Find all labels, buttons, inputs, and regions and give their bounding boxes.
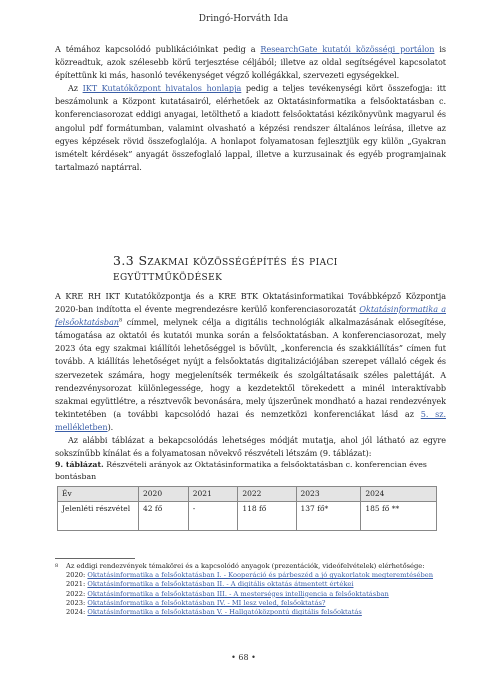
appendix-5-link[interactable]: 5. sz. mellékletben [55, 408, 446, 432]
paragraph-homepage: Az IKT Kutatóközpont hivatalos honlapja pedig a teljes tevékenységi kört összefogja: itt beszámolunk a Központ kutatásairól, elérhetőek az Oktatásinformatika a felsőoktatásban c. konferenciasorozat eddigi anyagai, letölthető a kiadott felsőoktatási kézikönyvünk magyarul és angolul pdf formátumban, valamint olvasható a képzési rendszer általános leírása, illetve az egyes képzések rövid összefoglalója. A honlapot folyamatosan fejlesztjük egy külön „Gyakran ismételt kérdések” anyagát összefoglaló lappal, illetve a kurzusainak és egyéb programjainak tartalmazó naptárral. [55, 83, 447, 172]
body-text-top [55, 43, 446, 174]
table-cell: - [188, 502, 238, 531]
body-text-section [55, 290, 446, 460]
table-cell: 185 fő ** [361, 502, 437, 531]
table-header-cell: Év [58, 487, 139, 502]
table-cell: 137 fő* [296, 502, 361, 531]
table-row [58, 502, 437, 531]
table-header-row [58, 487, 437, 502]
paragraph-table-intro: Az alábbi táblázat a bekapcsolódás lehetséges módját mutatja, ahol jól látható az egyre sokszínűbb kínálat és a folyamatosan növekvő részvételi létszám (9. táblázat): [55, 435, 446, 459]
footnote-intro: Az eddigi rendezvények témakörei és a kapcsolódó anyagok (prezentációk, videófelvételek) elérhetősége: [66, 562, 425, 570]
researchgate-link[interactable]: ResearchGate kutatói közösségi portálon [260, 44, 435, 54]
conference-2022-link[interactable]: Oktatásinformatika a felsőoktatásban III. - A mesterséges intelligencia a felsőoktatásban [87, 589, 389, 598]
footnote-item: 2022: Oktatásinformatika a felsőoktatásban III. - A mesterséges intelligencia a felsőoktatásban [66, 589, 389, 598]
conference-2021-link[interactable]: Oktatásinformatika a felsőoktatásban II. - A digitális oktatás átmentett értékei [87, 580, 354, 589]
conference-2024-link[interactable]: Oktatásinformatika a felsőoktatásban V. - Hallgatóközpontú digitális felsőoktatás [87, 608, 362, 617]
table-caption-label: 9. táblázat. [55, 460, 104, 469]
table-caption [55, 459, 446, 482]
paragraph-researchgate: A témához kapcsolódó publikációinkat pedig a ResearchGate kutatói közösségi portálon is közreadtuk, azok szélesebb körű terjesztése céljából; illetve az oldal segítségével kapcsolatot építettünk ki más, hasonló tevékenységet végző kollégákkal, szervezeti egységekkel. [55, 44, 446, 81]
footnote-item: 2024: Oktatásinformatika a felsőoktatásban V. - Hallgatóközpontú digitális felsőoktatás [66, 608, 362, 617]
footnote-body [66, 562, 446, 617]
footnote-item: 2021: Oktatásinformatika a felsőoktatásban II. - A digitális oktatás átmentett értékei [66, 580, 354, 589]
table-cell: 118 fő [238, 502, 296, 531]
footnote-block [55, 562, 446, 617]
footnote-item: 2023: Oktatásinformatika a felsőoktatásban IV. - MI lesz veled, felsőoktatás? [66, 598, 326, 607]
participation-table [57, 486, 437, 531]
footnote-divider [55, 558, 135, 559]
table-header-cell: 2024 [361, 487, 437, 502]
table-header-cell: 2023 [296, 487, 361, 502]
table-cell: 42 fő [139, 502, 189, 531]
table-caption-text: Részvételi arányok az Oktatásinformatika a felsőoktatásban c. konferencian éves bontásban [55, 460, 427, 481]
page-number: • 68 • [231, 653, 256, 662]
table-header-cell: 2021 [188, 487, 238, 502]
section-number: 3.3 [113, 253, 135, 268]
paragraph-conference: A KRE RH IKT Kutatóközpontja és a KRE BTK Oktatásinformatikai Továbbképző Központja 2020-ban indította el évente megrendezésre kerülő konferenciasorozatát Oktatásinformatika a felsőoktatásban$^8$ címmel, melynek célja a digitális technológiák alkalmazásának elősegítése, támogatása az oktatói és kutatói munka során a felsőoktatásban. A konferenciasorozat, mely 2023 óta egy szakmai kiállítói lehetőséggel is bővült, „konferencia és szakkiállítás” címen fut tovább. A kiállítás lehetőséget nyújt a felsőoktatás digitalizációjában szerepet vállaló cégek és szervezetek számára, hogy megjelenítsék termékeik és szolgáltatásaik széles palettáját. A rendezvénysorozat különlegessége, hogy a kezdetektől törekedett a minél interaktívabb szakmai együttlétre, a résztvevők bevonására, mely újszerűnek mondható a hazai rendezvények tekintetében (a további kapcsolódó hazai és nemzetközi konferenciákat lásd az 5. sz. mellékletben). [55, 291, 447, 432]
conference-2023-link[interactable]: Oktatásinformatika a felsőoktatásban IV. - MI lesz veled, felsőoktatás? [87, 598, 326, 607]
conference-2020-link[interactable]: Oktatásinformatika a felsőoktatásban I. - Kooperáció és párbeszéd a jó gyakorlatok megteremtésében [87, 571, 434, 580]
footnote-number: 8 [55, 563, 59, 569]
section-title: Szakmai közösségépítés és piaci együttműködések [113, 253, 338, 283]
table-cell: Jelenléti részvétel [58, 502, 139, 531]
conference-series-link[interactable]: Oktatásinformatika a felsőoktatásban [55, 304, 447, 328]
table-header-cell: 2020 [139, 487, 189, 502]
footnote-marker[interactable]: 8 [118, 317, 123, 324]
table-header-cell: 2022 [238, 487, 296, 502]
footnote-item: 2020: Oktatásinformatika a felsőoktatásban I. - Kooperáció és párbeszéd a jó gyakorlatok megteremtésében [66, 571, 434, 580]
running-header: Dringó-Horváth Ida [198, 14, 289, 24]
ikt-homepage-link[interactable]: IKT Kutatóközpont hivatalos honlapja [82, 83, 242, 94]
section-heading [113, 253, 413, 283]
